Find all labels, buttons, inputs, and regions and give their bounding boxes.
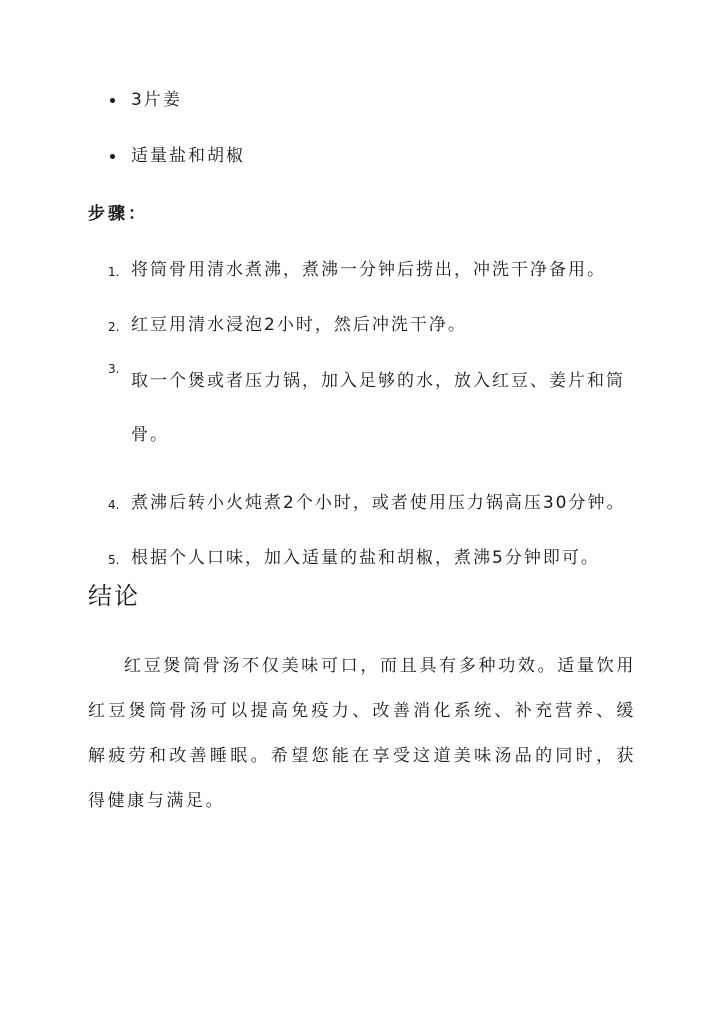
step-item	[88, 490, 648, 517]
steps-heading: 步骤：	[88, 204, 148, 224]
ingredient-text: 适量盐和胡椒	[131, 146, 245, 166]
step-item	[88, 354, 648, 462]
step-text: 将筒骨用清水煮沸，煮沸一分钟后捞出，冲洗干净备用。	[131, 260, 606, 280]
bullet-icon	[110, 98, 115, 103]
ingredient-text: 3片姜	[131, 90, 182, 110]
step-text: 取一个煲或者压力锅，加入足够的水，放入红豆、姜片和筒骨。	[131, 371, 625, 445]
step-item	[88, 257, 648, 284]
step-number: 3.	[108, 362, 120, 376]
bullet-icon	[110, 154, 115, 159]
step-item	[88, 312, 648, 339]
step-number: 5.	[108, 553, 120, 567]
conclusion-heading: 结论	[88, 582, 140, 610]
conclusion-paragraph: 红豆煲筒骨汤不仅美味可口，而且具有多种功效。适量饮用红豆煲筒骨汤可以提高免疫力、改善消化系统、补充营养、缓解疲劳和改善睡眠。希望您能在享受这道美味汤品的同时，获得健康与满足。	[88, 656, 636, 811]
step-text: 根据个人口味，加入适量的盐和胡椒，煮沸5分钟即可。	[131, 548, 600, 568]
steps-list	[88, 257, 648, 600]
step-text: 红豆用清水浸泡2小时，然后冲洗干净。	[131, 315, 467, 335]
step-number: 4.	[108, 498, 120, 512]
step-item	[88, 545, 648, 572]
step-number: 1.	[108, 265, 120, 279]
step-text: 煮沸后转小火炖煮2个小时，或者使用压力锅高压30分钟。	[131, 493, 626, 513]
step-number: 2.	[108, 320, 120, 334]
